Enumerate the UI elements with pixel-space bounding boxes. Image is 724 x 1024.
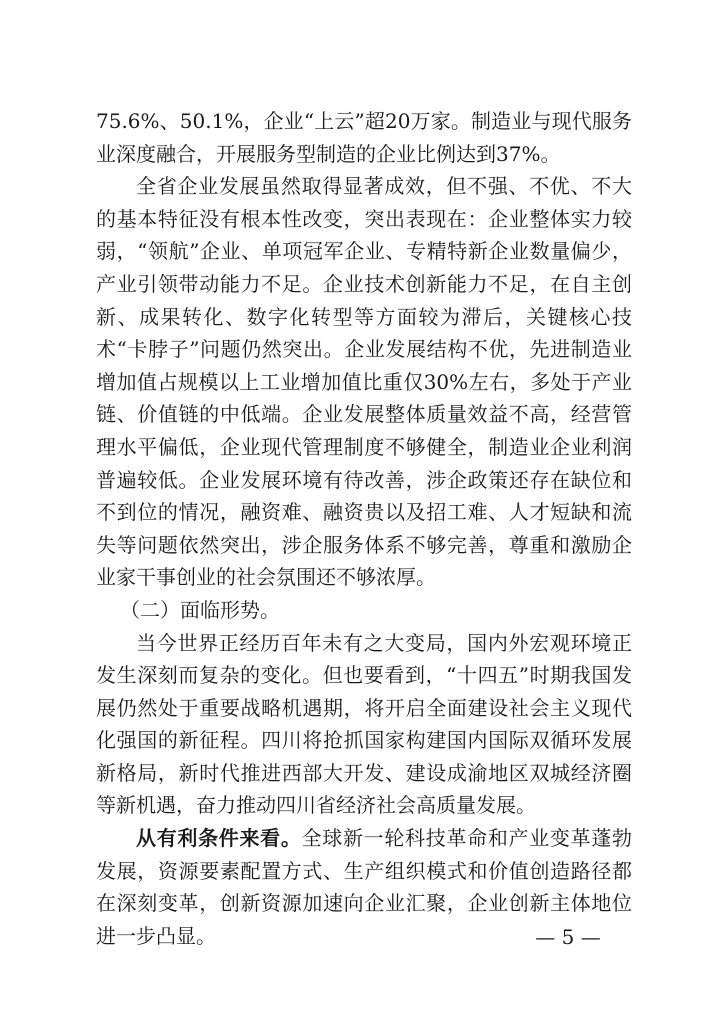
paragraph-situation: 当今世界正经历百年未有之大变局，国内外宏观环境正发生深刻而复杂的变化。但也要看到，“十四五”时期我国发展仍然处于重要战略机遇期，将开启全面建设社会主义现代化强国的新征程。四川将抢抓国家构建国内国际双循环发展新格局，新时代推进西部大开发、建设成渝地区双城经济圈等新机遇，奋力推动四川省经济社会高质量发展。 [96,630,632,818]
paragraph-continued: 75.6%、50.1%，企业“上云”超20万家。制造业与现代服务业深度融合，开展服务型制造的企业比例达到37%。 [96,109,632,166]
paragraph-body: 全球新一轮科技革命和产业变革蓬勃发展，资源要素配置方式、生产组织模式和价值创造路径都在深刻变革，创新资源加速向企业汇聚，企业创新主体地位进一步凸显。 [96,826,633,948]
section-heading: （二）面临形势。 [120,597,280,622]
page-number: — 5 — [535,925,601,949]
paragraph-enterprise-shortcomings: 全省企业发展虽然取得显著成效，但不强、不优、不大的基本特征没有根本性改变，突出表现在：企业整体实力较弱，“领航”企业、单项冠军企业、专精特新企业数量偏少，产业引领带动能力不足。企业技术创新能力不足，在自主创新、成果转化、数字化转型等方面较为滞后，关键核心技术“卡脖子”问题仍然突出。企业发展结构不优，先进制造业增加值占规模以上工业增加值比重仅30%左右，多处于产业链、价值链的中低端。企业发展整体质量效益不高，经营管理水平偏低，企业现代管理制度不够健全，制造业企业利润普遍较低。企业发展环境有待改善，涉企政策还存在缺位和不到位的情况，融资难、融资贵以及招工难、人才短缺和流失等问题依然突出，涉企服务体系不够完善，尊重和激励企业家干事创业的社会氛围还不够浓厚。 [96,174,632,590]
paragraph-lead: 从有利条件来看。 [136,826,302,851]
body-text [96,105,632,952]
